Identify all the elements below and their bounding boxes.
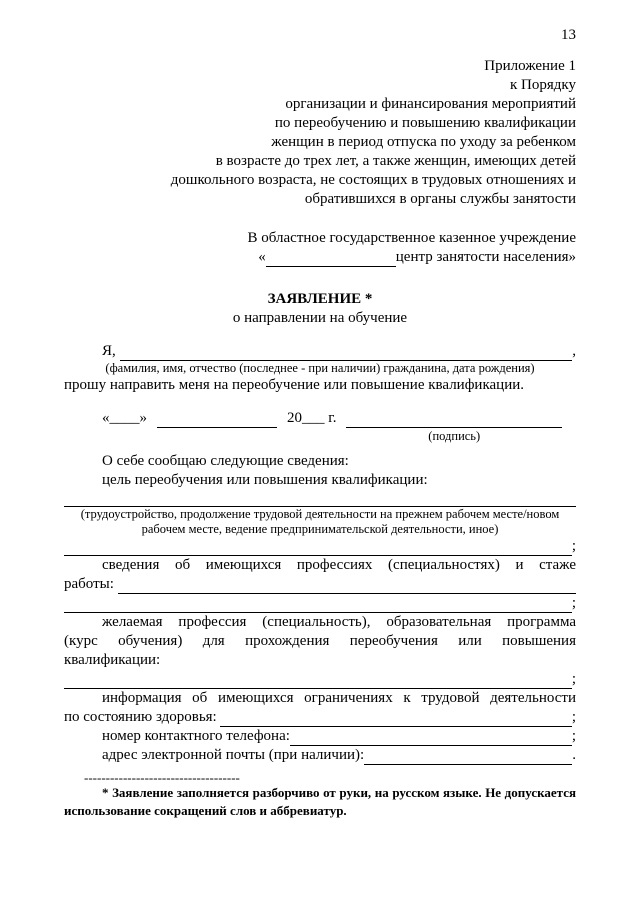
blank-line xyxy=(64,674,572,689)
email-label: адрес электронной почты (при наличии): xyxy=(102,747,365,763)
appendix-line: по переобучению и повышению квалификации xyxy=(274,115,576,131)
signature-blank-line xyxy=(346,413,562,428)
semicolon: ; xyxy=(571,595,576,611)
professions-label-line2 xyxy=(64,575,576,594)
request-line: прошу направить меня на переобучение или повышение квалификации. xyxy=(64,377,525,393)
applicant-note: (фамилия, имя, отчество (последнее - при наличии) гражданина, дата рождения) xyxy=(105,361,535,375)
addressee-line2-text: центр занятости населения» xyxy=(395,249,576,265)
appendix-line: к Порядку xyxy=(510,77,576,93)
addressee-line2 xyxy=(64,248,576,267)
footnote-line1: * Заявление заполняется разборчиво от руки, на русском языке. Не допускается xyxy=(102,785,576,800)
blank-line xyxy=(290,731,572,746)
blank-line xyxy=(364,750,572,765)
semicolon: ; xyxy=(571,709,576,725)
semicolon: ; xyxy=(571,671,576,687)
blank-line xyxy=(64,541,572,556)
date-line xyxy=(64,409,576,443)
desired-label-line3: квалификации: xyxy=(64,652,161,668)
health-label-line2 xyxy=(64,708,576,727)
appendix-line: дошкольного возраста, не состоящих в трудовых отношениях и xyxy=(170,172,576,188)
addressee-block xyxy=(64,229,576,267)
appendix-line: в возрасте до трех лет, а также женщин, имеющих детей xyxy=(215,153,576,169)
purpose-note-line2: рабочем месте, ведение предпринимательской деятельности, иное) xyxy=(141,522,499,536)
addressee-line1: В областное государственное казенное учреждение xyxy=(247,230,576,246)
footnote xyxy=(64,771,576,820)
professions-answer-line xyxy=(64,594,576,613)
document-subtitle: о направлении на обучение xyxy=(232,310,408,326)
appendix-line: обратившихся в органы службы занятости xyxy=(304,191,576,207)
appendix-line: Приложение 1 xyxy=(484,58,576,74)
desired-label-line1: желаемая профессия (специальность), образовательная программа xyxy=(102,614,576,630)
purpose-note-line1: (трудоустройство, продолжение трудовой деятельности на прежнем рабочем месте/новом xyxy=(80,507,560,521)
purpose-blank-line xyxy=(64,490,576,507)
signature-block xyxy=(346,413,562,443)
appendix-header xyxy=(64,57,576,209)
blank-line xyxy=(118,579,576,594)
footnote-line2: использование сокращений слов и аббревиатур. xyxy=(64,803,347,818)
professions-label: работы: xyxy=(64,576,118,592)
applicant-lead: Я, xyxy=(102,343,120,359)
open-quote: « xyxy=(258,249,266,265)
blank-line xyxy=(220,712,571,727)
email-line xyxy=(64,746,576,765)
period: . xyxy=(572,747,576,763)
applicant-comma: , xyxy=(572,343,576,359)
date-day: «____» xyxy=(102,410,147,426)
appendix-line: женщин в период отпуска по уходу за ребенком xyxy=(271,134,576,150)
semicolon: ; xyxy=(571,728,576,744)
desired-answer-line xyxy=(64,670,576,689)
health-label-line1: информация об имеющихся ограничениях к трудовой деятельности xyxy=(102,690,576,706)
footnote-divider: ------------------------------------ xyxy=(84,770,240,785)
document-title: ЗАЯВЛЕНИЕ * xyxy=(267,291,373,307)
details-section xyxy=(64,452,576,765)
health-label: по состоянию здоровья: xyxy=(64,709,221,725)
date-month-blank-line xyxy=(157,413,277,428)
desired-label-line2: (курс обучения) для прохождения переобучения или повышения xyxy=(64,633,576,649)
phone-line xyxy=(64,727,576,746)
semicolon: ; xyxy=(571,538,576,554)
purpose-label: цель переобучения или повышения квалификации: xyxy=(102,472,428,488)
blank-line xyxy=(64,598,572,613)
appendix-line: организации и финансирования мероприятий xyxy=(285,96,576,112)
applicant-blank-line xyxy=(120,346,573,361)
page-number: 13 xyxy=(561,27,576,43)
blank-line xyxy=(266,252,396,267)
purpose-answer-line xyxy=(64,537,576,556)
professions-label-line1: сведения об имеющихся профессиях (специальностях) и стаже xyxy=(102,557,576,573)
applicant-line xyxy=(64,342,576,361)
details-heading: О себе сообщаю следующие сведения: xyxy=(102,453,349,469)
date-year: 20___ г. xyxy=(287,410,337,426)
signature-note: (подпись) xyxy=(428,429,481,443)
phone-label: номер контактного телефона: xyxy=(102,728,290,744)
